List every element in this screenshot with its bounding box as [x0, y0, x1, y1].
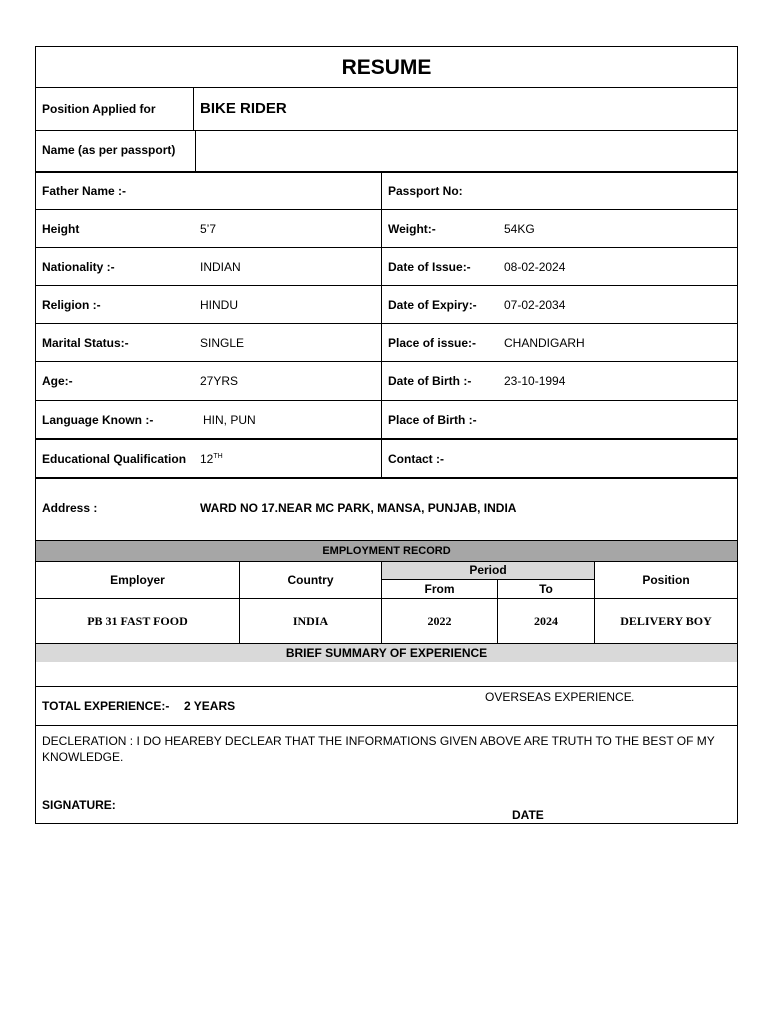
hline: [35, 323, 738, 324]
date-of-expiry-value: 07-02-2034: [504, 298, 566, 312]
period-header: Period: [469, 563, 507, 577]
summary-heading: BRIEF SUMMARY OF EXPERIENCE: [285, 646, 488, 660]
total-experience-label: TOTAL EXPERIENCE:-: [42, 699, 170, 713]
nationality-label: Nationality :-: [42, 260, 115, 274]
country-header: Country: [287, 573, 334, 587]
weight-label: Weight:-: [388, 222, 436, 236]
date-label: DATE: [512, 808, 544, 822]
signature-label: SIGNATURE:: [42, 798, 116, 812]
to-header: To: [539, 582, 553, 596]
employment-row-country: INDIA: [292, 614, 329, 628]
employment-heading: EMPLOYMENT RECORD: [322, 545, 451, 557]
hline: [35, 438, 738, 440]
date-of-expiry-label: Date of Expiry:-: [388, 298, 477, 312]
education-value-number: 12: [200, 452, 214, 466]
religion-value: HINDU: [200, 298, 238, 312]
address-value: WARD NO 17.NEAR MC PARK, MANSA, PUNJAB, INDIA: [200, 501, 517, 515]
religion-label: Religion :-: [42, 298, 101, 312]
hline: [35, 725, 738, 726]
education-value: [200, 452, 223, 466]
overseas-experience-label: OVERSEAS EXPERIENCE: [485, 690, 632, 704]
place-of-birth-label: Place of Birth :-: [388, 413, 477, 427]
employment-row-to: 2024: [534, 614, 558, 628]
hline: [35, 209, 738, 210]
hline: [35, 477, 738, 479]
employment-row-employer: PB 31 FAST FOOD: [87, 614, 188, 628]
employment-row-position: DELIVERY BOY: [620, 614, 712, 628]
hline: [35, 540, 738, 541]
language-label: Language Known :-: [42, 413, 154, 427]
hline: [35, 171, 738, 173]
hline: [35, 686, 738, 687]
from-header: From: [424, 582, 455, 596]
hline: [35, 643, 738, 644]
hline: [382, 579, 595, 580]
vline: [193, 88, 194, 131]
height-label: Height: [42, 222, 80, 236]
overseas-experience-value: .: [631, 690, 635, 704]
position-applied-value: BIKE RIDER: [200, 100, 287, 117]
father-name-label: Father Name :-: [42, 184, 127, 198]
weight-value: 54KG: [504, 222, 535, 236]
date-of-birth-value: 23-10-1994: [504, 374, 566, 388]
name-label: Name (as per passport): [42, 143, 176, 157]
passport-no-label: Passport No:: [388, 184, 463, 198]
height-value: 5’7: [200, 222, 217, 236]
marital-status-value: SINGLE: [200, 336, 245, 350]
date-of-issue-value: 08-02-2024: [504, 260, 566, 274]
date-of-issue-label: Date of Issue:-: [388, 260, 471, 274]
nationality-value: INDIAN: [200, 260, 241, 274]
contact-label: Contact :-: [388, 452, 444, 466]
education-value-suffix: TH: [213, 453, 223, 460]
vline: [381, 172, 382, 478]
education-label: Educational Qualification: [42, 452, 187, 466]
place-of-issue-value: CHANDIGARH: [504, 336, 585, 350]
hline: [35, 361, 738, 362]
vline: [195, 131, 196, 172]
border-right: [737, 46, 738, 824]
age-label: Age:-: [42, 374, 73, 388]
hline: [35, 400, 738, 401]
border-left: [35, 46, 36, 824]
hline: [35, 87, 738, 88]
employer-header: Employer: [110, 573, 165, 587]
address-label: Address :: [42, 501, 98, 515]
employment-row-from: 2022: [427, 614, 452, 628]
hline: [35, 285, 738, 286]
declaration-line-1: DECLERATION : I DO HEAREBY DECLEAR THAT THE INFORMATIONS GIVEN ABOVE ARE TRUTH TO THE BEST OF MY: [42, 734, 715, 748]
place-of-issue-label: Place of issue:-: [388, 336, 477, 350]
total-experience-value: 2 YEARS: [184, 699, 236, 713]
language-value: HIN, PUN: [203, 413, 256, 427]
date-of-birth-label: Date of Birth :-: [388, 374, 472, 388]
hline: [35, 598, 738, 599]
position-applied-label: Position Applied for: [42, 102, 156, 116]
age-value: 27YRS: [200, 374, 239, 388]
position-header: Position: [642, 573, 690, 587]
marital-status-label: Marital Status:-: [42, 336, 129, 350]
hline: [35, 130, 738, 131]
page-title: RESUME: [341, 56, 432, 79]
declaration-line-2: KNOWLEDGE.: [42, 750, 124, 764]
hline: [35, 247, 738, 248]
hline: [35, 823, 738, 824]
hline: [35, 46, 738, 47]
hline: [35, 561, 738, 562]
